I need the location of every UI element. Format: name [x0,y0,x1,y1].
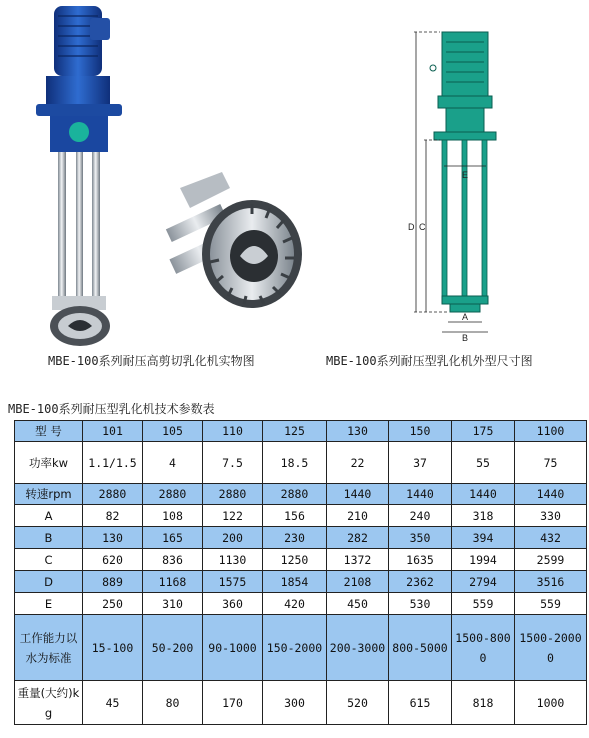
row-label: D [15,571,83,593]
rotor-stator-photo [160,168,308,328]
table-cell: 2599 [515,549,587,571]
caption-photo: MBE-100系列耐压高剪切乳化机实物图 [48,354,255,368]
table-cell: 1372 [327,549,389,571]
row-label: 重量(大约)kg [15,681,83,725]
table-cell: 836 [143,549,203,571]
table-row [15,505,587,527]
table-cell: 3516 [515,571,587,593]
label-d: D [408,222,415,232]
table-cell: 156 [263,505,327,527]
table-cell: 2108 [327,571,389,593]
table-cell: 394 [452,527,515,549]
table-cell: 1168 [143,571,203,593]
label-e: E [462,170,469,180]
table-cell: 210 [327,505,389,527]
table-cell: 1575 [203,571,263,593]
table-cell: 82 [83,505,143,527]
table-cell: 80 [143,681,203,725]
header-cell: 130 [327,421,389,442]
table-cell: 2362 [389,571,452,593]
table-cell: 330 [515,505,587,527]
table-cell: 2880 [83,484,143,505]
row-label: 转速rpm [15,484,83,505]
table-cell: 2880 [203,484,263,505]
table-cell: 1250 [263,549,327,571]
table-cell: 22 [327,442,389,484]
table-cell: 15-100 [83,615,143,681]
table-cell: 165 [143,527,203,549]
table-cell: 45 [83,681,143,725]
table-title: MBE-100系列耐压型乳化机技术参数表 [8,402,215,416]
table-cell: 318 [452,505,515,527]
table-cell: 420 [263,593,327,615]
table-cell: 7.5 [203,442,263,484]
dimension-drawing [400,20,520,342]
table-cell: 1635 [389,549,452,571]
row-label: 工作能力以水为标准 [15,615,83,681]
header-cell: 1100 [515,421,587,442]
row-label: A [15,505,83,527]
table-cell: 360 [203,593,263,615]
table-row [15,571,587,593]
table-cell: 250 [83,593,143,615]
table-cell: 2880 [143,484,203,505]
table-cell: 1854 [263,571,327,593]
table-cell: 350 [389,527,452,549]
table-cell: 615 [389,681,452,725]
table-row [15,527,587,549]
row-label: 功率kw [15,442,83,484]
table-cell: 1130 [203,549,263,571]
label-b: B [462,333,469,342]
row-label: B [15,527,83,549]
header-cell: 105 [143,421,203,442]
table-cell: 282 [327,527,389,549]
table-row [15,615,587,681]
header-cell: 101 [83,421,143,442]
table-cell: 90-1000 [203,615,263,681]
table-cell: 1440 [452,484,515,505]
table-cell: 530 [389,593,452,615]
table-cell: 2880 [263,484,327,505]
table-cell: 620 [83,549,143,571]
table-cell: 1.1/1.5 [83,442,143,484]
table-cell: 4 [143,442,203,484]
table-cell: 122 [203,505,263,527]
header-cell: 型 号 [15,421,83,442]
label-c: C [419,222,426,232]
table-cell: 520 [327,681,389,725]
table-cell: 1440 [327,484,389,505]
table-cell: 150-2000 [263,615,327,681]
row-label: C [15,549,83,571]
emulsifier-photo [28,4,144,349]
label-a: A [462,312,469,322]
table-cell: 55 [452,442,515,484]
table-row [15,549,587,571]
table-cell: 300 [263,681,327,725]
table-cell: 889 [83,571,143,593]
header-cell: 150 [389,421,452,442]
motor-outline [430,32,496,140]
table-cell: 818 [452,681,515,725]
table-cell: 2794 [452,571,515,593]
table-cell: 1440 [389,484,452,505]
table-cell: 800-5000 [389,615,452,681]
table-row [15,442,587,484]
table-cell: 108 [143,505,203,527]
spec-table [14,420,587,725]
table-header-row [15,421,587,442]
caption-drawing: MBE-100系列耐压型乳化机外型尺寸图 [326,354,533,368]
table-cell: 200-3000 [327,615,389,681]
table-cell: 75 [515,442,587,484]
table-cell: 130 [83,527,143,549]
table-cell: 1500-20000 [515,615,587,681]
table-cell: 1500-8000 [452,615,515,681]
table-cell: 230 [263,527,327,549]
table-cell: 1000 [515,681,587,725]
header-cell: 125 [263,421,327,442]
table-cell: 37 [389,442,452,484]
row-label: E [15,593,83,615]
table-cell: 450 [327,593,389,615]
header-cell: 110 [203,421,263,442]
table-cell: 1440 [515,484,587,505]
table-cell: 240 [389,505,452,527]
table-cell: 559 [452,593,515,615]
table-cell: 559 [515,593,587,615]
table-row [15,593,587,615]
table-cell: 50-200 [143,615,203,681]
table-cell: 1994 [452,549,515,571]
header-cell: 175 [452,421,515,442]
table-cell: 200 [203,527,263,549]
table-cell: 310 [143,593,203,615]
table-cell: 170 [203,681,263,725]
table-cell: 18.5 [263,442,327,484]
table-row [15,484,587,505]
table-cell: 432 [515,527,587,549]
table-row [15,681,587,725]
